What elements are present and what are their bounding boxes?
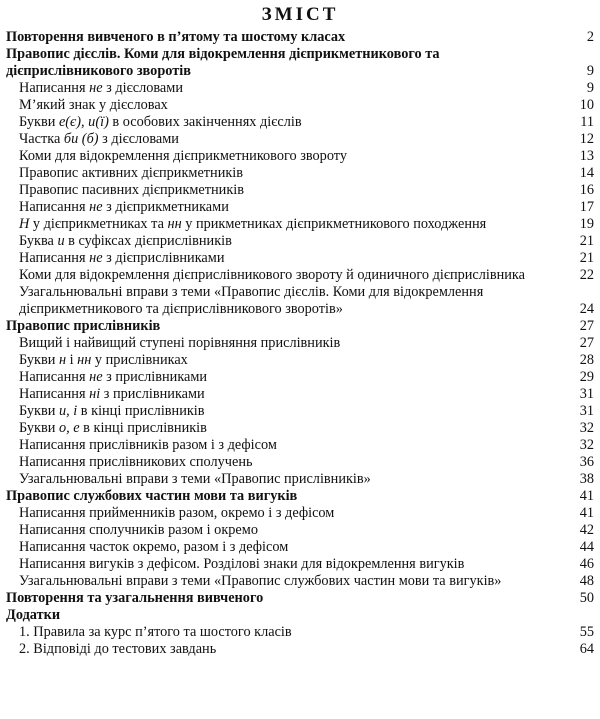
toc-entry-page-number: 12 xyxy=(579,131,594,147)
toc-entry-title xyxy=(19,80,568,97)
toc-entry-page-number: 17 xyxy=(579,199,594,215)
toc-entry-italic-fragment: н xyxy=(58,352,67,368)
toc-item xyxy=(6,386,594,403)
toc-entry-title: Написання прислівникових сполучень xyxy=(19,454,253,470)
toc-item xyxy=(6,148,594,165)
toc-entry-italic-fragment: е(є), и(ї) xyxy=(58,114,109,130)
toc-entry-page-number: 48 xyxy=(579,573,594,589)
toc-entry-page-number: 32 xyxy=(579,420,594,436)
toc-entry-title: Правопис прислівників xyxy=(6,318,161,334)
toc-entry-page-number: 19 xyxy=(579,216,594,232)
toc-item xyxy=(6,539,594,556)
toc-entry-italic-fragment: би (б) xyxy=(63,131,99,147)
toc-entry-title: 2. Відповіді до тестових завдань xyxy=(19,641,217,657)
toc-item xyxy=(6,352,594,369)
toc-entry-title: Вищий і найвищий ступені порівняння прислівників xyxy=(19,335,341,351)
toc-entry-page-number: 36 xyxy=(579,454,594,470)
toc-entry-page-number: 11 xyxy=(580,114,594,130)
toc-item xyxy=(6,437,594,454)
toc-item xyxy=(6,369,594,386)
toc-item xyxy=(6,233,594,250)
toc-entry-page-number: 27 xyxy=(579,335,594,351)
toc-entry-fragment: Написання xyxy=(19,250,90,266)
toc-entry-title: Додатки xyxy=(6,607,61,623)
toc-item xyxy=(6,199,594,216)
toc-entry-page-number: 22 xyxy=(579,267,594,283)
toc-entry-fragment: в кінці прислівників xyxy=(77,403,205,419)
toc-entry-fragment: з дієприкметниками xyxy=(102,199,229,215)
toc-entry-title: М’який знак у дієсловах xyxy=(19,97,168,113)
toc-entry-title: Написання часток окремо, разом і з дефісом xyxy=(19,539,289,555)
toc-entry-fragment: Букви xyxy=(19,420,59,436)
toc-entry-title xyxy=(19,233,568,250)
toc-item xyxy=(6,250,594,267)
toc-entry-fragment: з прислівниками xyxy=(100,386,205,402)
toc-entry-title: Написання прийменників разом, окремо і з дефісом xyxy=(19,505,335,521)
toc-item xyxy=(6,131,594,148)
toc-entry-fragment: з дієсловами xyxy=(102,80,183,96)
toc-entry-page-number: 42 xyxy=(579,522,594,538)
toc-entry-page-number: 28 xyxy=(579,352,594,368)
toc-entry-italic-fragment: не xyxy=(89,80,103,96)
toc-entry-page-number: 10 xyxy=(579,97,594,113)
toc-entry-title xyxy=(19,216,568,233)
toc-item xyxy=(6,505,594,522)
toc-entry-fragment: і xyxy=(66,352,78,368)
toc-entry-title xyxy=(19,420,568,437)
toc-entry-title xyxy=(19,114,568,131)
toc-entry-page-number: 41 xyxy=(579,505,594,521)
toc-entry-fragment: у прислівниках xyxy=(91,352,188,368)
toc-entry-fragment: Букви xyxy=(19,352,59,368)
toc-entry-title xyxy=(19,386,568,403)
toc-item xyxy=(6,454,594,471)
toc-entry-italic-fragment: не xyxy=(89,250,103,266)
toc-entry-page-number: 9 xyxy=(586,80,594,96)
toc-item xyxy=(6,471,594,488)
toc-entry-title: Узагальнювальні вправи з теми «Правопис прислівників» xyxy=(19,471,371,487)
toc-entry-italic-fragment: нн xyxy=(77,352,92,368)
toc-section xyxy=(6,488,594,505)
toc-entry-page-number: 14 xyxy=(579,165,594,181)
toc-entry-fragment: Буква xyxy=(19,233,58,249)
toc-entry-page-number: 13 xyxy=(579,148,594,164)
toc-item xyxy=(6,556,594,573)
toc-entry-title: Написання прислівників разом і з дефісом xyxy=(19,437,277,453)
toc-entry-fragment: Букви xyxy=(19,114,59,130)
toc-item xyxy=(6,182,594,199)
toc-entry-title: Правопис активних дієприкметників xyxy=(19,165,244,181)
toc-entry-page-number: 27 xyxy=(579,318,594,334)
toc-entry-italic-fragment: не xyxy=(89,199,103,215)
toc-entry-title: Правопис службових частин мови та вигуків xyxy=(6,488,298,504)
toc-entry-page-number: 2 xyxy=(586,29,594,45)
toc-entry-title xyxy=(19,369,568,386)
toc-entry-italic-fragment: о, е xyxy=(58,420,80,436)
toc-entry-fragment: з дієсловами xyxy=(98,131,179,147)
toc-item xyxy=(6,624,594,641)
toc-entry-page-number: 32 xyxy=(579,437,594,453)
toc-entry-page-number: 9 xyxy=(586,63,594,79)
toc-item xyxy=(6,522,594,539)
toc-entry-page-number: 16 xyxy=(579,182,594,198)
toc-item xyxy=(6,403,594,420)
toc-section xyxy=(6,318,594,335)
toc-entry-page-number: 50 xyxy=(579,590,594,606)
toc-entry-italic-fragment: ні xyxy=(89,386,101,402)
toc-item xyxy=(6,420,594,437)
toc-entry-fragment: з дієприслівниками xyxy=(102,250,225,266)
toc-entry-italic-fragment: и xyxy=(57,233,65,249)
toc-item xyxy=(6,216,594,233)
toc-entry-page-number: 41 xyxy=(579,488,594,504)
toc-item xyxy=(6,573,594,590)
toc-list xyxy=(6,29,594,658)
toc-entry-title xyxy=(19,199,568,216)
toc-entry-page-number: 44 xyxy=(579,539,594,555)
toc-entry-title xyxy=(19,250,568,267)
toc-entry-page-number: 24 xyxy=(579,301,594,317)
toc-entry-page-number: 21 xyxy=(579,233,594,249)
toc-section xyxy=(6,29,594,46)
toc-item xyxy=(6,284,594,318)
toc-entry-italic-fragment: не xyxy=(89,369,103,385)
toc-entry-page-number: 38 xyxy=(579,471,594,487)
toc-entry-fragment: Букви xyxy=(19,403,59,419)
toc-entry-title: 1. Правила за курс п’ятого та шостого класів xyxy=(19,624,292,640)
toc-entry-title: Коми для відокремлення дієприкметникового звороту xyxy=(19,148,347,164)
toc-entry-title: Повторення вивченого в п’ятому та шостому класах xyxy=(6,29,346,45)
toc-entry-fragment: Написання xyxy=(19,369,90,385)
toc-item xyxy=(6,641,594,658)
toc-item xyxy=(6,165,594,182)
toc-entry-fragment: з прислівниками xyxy=(102,369,208,385)
toc-item xyxy=(6,80,594,97)
toc-entry-fragment: Написання xyxy=(19,199,90,215)
toc-section xyxy=(6,46,594,80)
toc-entry-title xyxy=(19,352,568,369)
toc-entry-title: Узагальнювальні вправи з теми «Правопис дієслів. Коми для відокремлення дієприкметникового та дієприслівникового зворотів» xyxy=(19,284,484,317)
toc-section xyxy=(6,607,594,624)
toc-entry-italic-fragment: Н xyxy=(19,216,30,232)
toc-entry-page-number: 55 xyxy=(579,624,594,640)
toc-entry-fragment: у прикметниках дієприкметникового походження xyxy=(181,216,487,232)
toc-entry-italic-fragment: нн xyxy=(167,216,182,232)
toc-entry-title: Повторення та узагальнення вивченого xyxy=(6,590,264,606)
toc-entry-title: Правопис дієслів. Коми для відокремлення дієприкметникового та дієприслівникового зворотів xyxy=(6,46,440,79)
page-title: ЗМІСТ xyxy=(261,4,339,25)
toc-entry-page-number: 46 xyxy=(579,556,594,572)
toc-entry-fragment: Написання xyxy=(19,386,90,402)
toc-entry-page-number: 29 xyxy=(579,369,594,385)
toc-entry-fragment: в суфіксах дієприслівників xyxy=(64,233,232,249)
toc-entry-title: Написання сполучників разом і окремо xyxy=(19,522,258,538)
toc-item xyxy=(6,114,594,131)
toc-entry-page-number: 31 xyxy=(579,386,594,402)
toc-entry-page-number: 21 xyxy=(579,250,594,266)
toc-entry-page-number: 64 xyxy=(579,641,594,657)
toc-entry-fragment: в кінці прислівників xyxy=(79,420,207,436)
toc-entry-fragment: Написання xyxy=(19,80,90,96)
toc-entry-title xyxy=(19,131,568,148)
toc-entry-title: Правопис пасивних дієприкметників xyxy=(19,182,245,198)
toc-entry-title: Узагальнювальні вправи з теми «Правопис службових частин мови та вигуків» xyxy=(19,573,502,589)
toc-entry-fragment: в особових закінченнях дієслів xyxy=(108,114,302,130)
toc-entry-title xyxy=(19,403,568,420)
toc-entry-page-number: 31 xyxy=(579,403,594,419)
toc-entry-title: Коми для відокремлення дієприслівникового звороту й одиничного дієприслівника xyxy=(19,267,525,283)
toc-entry-fragment: у дієприкметниках та xyxy=(29,216,168,232)
toc-item xyxy=(6,97,594,114)
toc-entry-fragment: Частка xyxy=(19,131,64,147)
toc-section xyxy=(6,590,594,607)
toc-item xyxy=(6,335,594,352)
toc-entry-italic-fragment: и, і xyxy=(58,403,78,419)
toc-entry-title: Написання вигуків з дефісом. Розділові знаки для відокремлення вигуків xyxy=(19,556,465,572)
toc-item xyxy=(6,267,594,284)
